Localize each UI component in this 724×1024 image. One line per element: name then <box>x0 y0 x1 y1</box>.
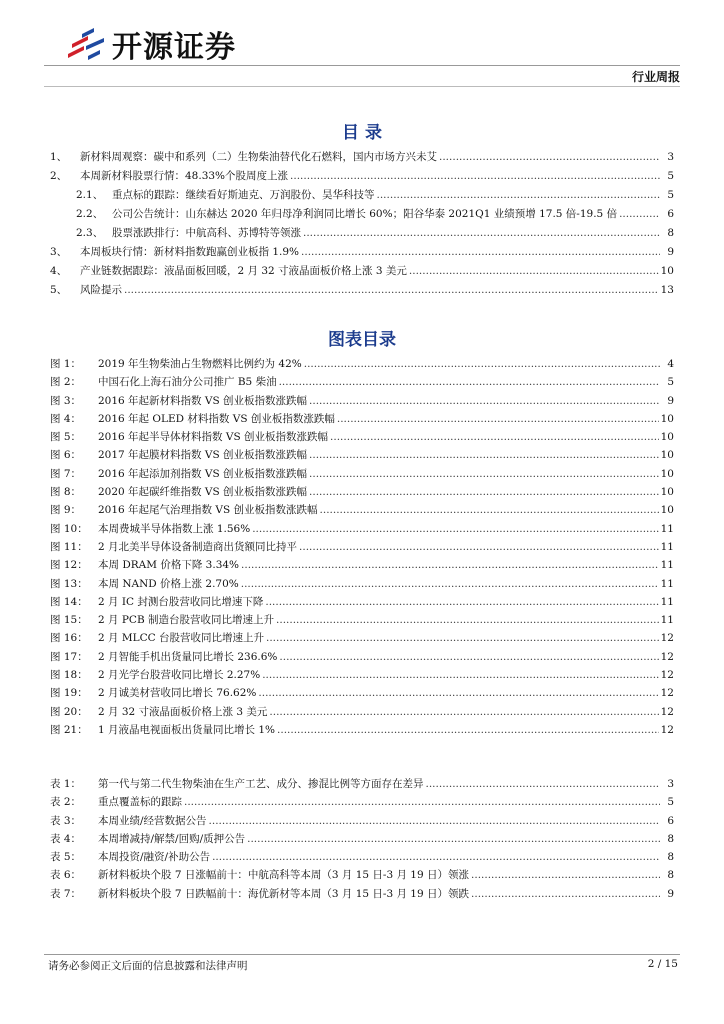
entry-title: 新材料板块个股 7 日跌幅前十：海优新材等本周（3 月 15 日-3 月 19 日）领跌 <box>98 887 470 900</box>
entry-page: 9 <box>667 246 674 258</box>
entry-page: 12 <box>660 705 674 718</box>
entry-number: 图 21： <box>50 723 88 736</box>
entry-title: 2019 年生物柴油占生物燃料比例约为 42% <box>98 358 302 370</box>
tables-list <box>50 775 674 903</box>
entry-page: 8 <box>667 227 674 239</box>
entry-page: 4 <box>667 358 674 370</box>
entry-number: 图 3： <box>50 394 82 407</box>
dot-leader <box>241 556 659 574</box>
dot-leader <box>209 812 660 830</box>
toc-entry[interactable] <box>50 848 674 866</box>
entry-title: 本周投资/融资/补助公告 <box>98 851 211 864</box>
entry-number: 1、 <box>50 151 68 163</box>
entry-title: 本周新材料股票行情：48.33%个股周度上涨 <box>80 170 289 182</box>
report-type: 行业周报 <box>631 70 680 84</box>
entry-page: 8 <box>667 832 674 845</box>
entry-title: 重点标的跟踪：继续看好斯迪克、万润股份、昊华科技等 <box>112 189 375 201</box>
entry-title: 2 月智能手机出货量同比增长 236.6% <box>98 650 278 663</box>
entry-number: 表 5： <box>50 851 82 864</box>
entry-page: 5 <box>667 796 674 809</box>
toc-entry[interactable] <box>50 520 674 538</box>
entry-number: 图 8： <box>50 486 82 499</box>
entry-number: 图 6： <box>50 449 82 462</box>
entry-number: 5、 <box>50 284 68 296</box>
entry-title: 股票涨跌排行：中航高科、苏博特等领涨 <box>112 227 301 239</box>
toc-list <box>50 148 674 300</box>
entry-title: 中国石化上海石油分公司推广 B5 柴油 <box>98 376 277 389</box>
entry-title: 本周 NAND 价格上涨 2.70% <box>98 577 239 590</box>
entry-title: 2017 年起膜材料指数 VS 创业板指数涨跌幅 <box>98 449 308 462</box>
toc-entry[interactable] <box>50 885 674 903</box>
dot-leader <box>279 648 658 666</box>
entry-number: 2.1、 <box>76 189 104 201</box>
entry-number: 图 17： <box>50 650 88 663</box>
dot-leader <box>619 205 660 224</box>
dot-leader <box>337 410 659 428</box>
entry-page: 9 <box>667 887 674 900</box>
entry-title: 2016 年起半导体材料指数 VS 创业板指数涨跌幅 <box>98 431 329 444</box>
entry-page: 6 <box>667 208 674 220</box>
entry-page: 6 <box>667 814 674 827</box>
entry-page: 11 <box>660 577 674 590</box>
brand-name: 开源证券 <box>112 30 236 65</box>
dot-leader <box>265 593 658 611</box>
dot-leader <box>277 721 659 739</box>
footer-rule <box>44 954 680 955</box>
figures-title: 图表目录 <box>328 330 396 350</box>
toc-entry[interactable] <box>50 611 674 629</box>
entry-title: 2016 年起 OLED 材料指数 VS 创业板指数涨跌幅 <box>98 412 335 425</box>
entry-title: 2 月 32 寸液晶面板价格上涨 3 美元 <box>98 705 268 718</box>
entry-page: 10 <box>660 467 674 480</box>
dot-leader <box>309 392 660 410</box>
entry-page: 10 <box>660 412 674 425</box>
entry-title: 本周费城半导体指数上涨 1.56% <box>98 522 251 535</box>
entry-title: 新材料周观察：碳中和系列（二）生物柴油替代化石燃料，国内市场方兴未艾 <box>80 151 437 163</box>
entry-number: 表 1： <box>50 778 82 790</box>
entry-number: 图 9： <box>50 504 82 517</box>
entry-number: 表 7： <box>50 887 82 900</box>
toc-entry[interactable] <box>50 593 674 611</box>
entry-title: 重点覆盖标的跟踪 <box>98 796 182 809</box>
page-header <box>44 14 680 76</box>
entry-number: 图 13： <box>50 577 88 590</box>
entry-page: 11 <box>660 540 674 553</box>
entry-number: 图 20： <box>50 705 88 718</box>
dot-leader <box>247 830 660 848</box>
dot-leader <box>301 243 660 262</box>
toc-entry[interactable] <box>50 148 674 167</box>
entry-number: 2.3、 <box>76 227 104 239</box>
entry-title: 产业链数据跟踪：液晶面板回暖，2 月 32 寸液晶面板价格上涨 3 美元 <box>80 265 407 277</box>
entry-number: 图 18： <box>50 669 88 682</box>
entry-page: 10 <box>660 431 674 444</box>
entry-title: 1 月液晶电视面板出货量同比增长 1% <box>98 723 276 736</box>
entry-title: 本周增减持/解禁/回购/质押公告 <box>98 832 246 845</box>
dot-leader <box>124 281 659 300</box>
dot-leader <box>330 428 659 446</box>
toc-entry[interactable] <box>50 556 674 574</box>
dot-leader <box>266 629 659 647</box>
dot-leader <box>426 775 661 793</box>
dot-leader <box>279 373 660 391</box>
toc-entry[interactable] <box>50 575 674 593</box>
entry-number: 图 5： <box>50 431 82 444</box>
toc-entry[interactable] <box>50 355 674 373</box>
entry-page: 11 <box>660 595 674 608</box>
toc-entry[interactable] <box>50 793 674 811</box>
entry-page: 12 <box>660 723 674 736</box>
dot-leader <box>276 611 659 629</box>
header-rule-2 <box>44 86 680 87</box>
entry-page: 8 <box>667 851 674 864</box>
toc-entry[interactable] <box>50 281 674 300</box>
entry-page: 11 <box>660 614 674 627</box>
entry-number: 3、 <box>50 246 68 258</box>
entry-number: 表 4： <box>50 832 82 845</box>
dot-leader <box>269 703 658 721</box>
entry-page: 10 <box>660 504 674 517</box>
entry-title: 风险提示 <box>80 284 122 296</box>
dot-leader <box>309 465 659 483</box>
toc-entry[interactable] <box>50 224 674 243</box>
entry-title: 本周业绩/经营数据公告 <box>98 814 207 827</box>
dot-leader <box>309 446 659 464</box>
toc-entry[interactable] <box>50 243 674 262</box>
entry-page: 5 <box>667 376 674 389</box>
dot-leader <box>309 483 659 501</box>
toc-entry[interactable] <box>50 866 674 884</box>
dot-leader <box>439 148 660 167</box>
entry-title: 2016 年起尾气治理指数 VS 创业板指数涨跌幅 <box>98 504 318 517</box>
toc-entry[interactable] <box>50 775 674 793</box>
dot-leader <box>262 666 658 684</box>
dot-leader <box>184 793 660 811</box>
brand-logo <box>64 22 236 66</box>
entry-page: 10 <box>660 449 674 462</box>
dot-leader <box>377 186 661 205</box>
entry-number: 4、 <box>50 265 68 277</box>
dot-leader <box>409 262 659 281</box>
dot-leader <box>471 885 660 903</box>
toc-title: 目 录 <box>342 123 382 143</box>
entry-title: 第一代与第二代生物柴油在生产工艺、成分、掺混比例等方面存在差异 <box>98 778 424 790</box>
entry-page: 12 <box>660 669 674 682</box>
entry-page: 9 <box>667 394 674 407</box>
entry-number: 图 7： <box>50 467 82 480</box>
toc-entry[interactable] <box>50 392 674 410</box>
header-rule <box>44 65 680 66</box>
toc-entry[interactable] <box>50 205 674 224</box>
brand-mark-icon <box>64 24 108 64</box>
entry-page: 3 <box>667 778 674 790</box>
toc-entry[interactable] <box>50 648 674 666</box>
dot-leader <box>304 355 660 373</box>
entry-number: 图 11： <box>50 540 88 553</box>
toc-entry[interactable] <box>50 186 674 205</box>
entry-number: 图 14： <box>50 595 88 608</box>
entry-number: 表 6： <box>50 869 82 882</box>
toc-entry[interactable] <box>50 830 674 848</box>
entry-number: 2、 <box>50 170 68 182</box>
entry-title: 2 月 PCB 制造台股营收同比增速上升 <box>98 614 275 627</box>
dot-leader <box>241 575 659 593</box>
toc-entry[interactable] <box>50 538 674 556</box>
entry-title: 新材料板块个股 7 日涨幅前十：中航高科等本周（3 月 15 日-3 月 19 日）领涨 <box>98 869 470 882</box>
entry-page: 11 <box>660 522 674 535</box>
entry-title: 2020 年起碳纤维指数 VS 创业板指数涨跌幅 <box>98 486 308 499</box>
entry-page: 12 <box>660 687 674 700</box>
entry-title: 2 月北美半导体设备制造商出货额同比持平 <box>98 540 298 553</box>
page-number: 2 / 15 <box>647 958 678 970</box>
toc-entry[interactable] <box>50 262 674 281</box>
entry-page: 11 <box>660 559 674 572</box>
toc-entry[interactable] <box>50 703 674 721</box>
entry-number: 表 3： <box>50 814 82 827</box>
entry-title: 2 月诚美材营收同比增长 76.62% <box>98 687 257 700</box>
dot-leader <box>299 538 659 556</box>
dot-leader <box>258 684 658 702</box>
entry-number: 图 16： <box>50 632 88 645</box>
toc-entry[interactable] <box>50 428 674 446</box>
footer-disclaimer: 请务必参阅正文后面的信息披露和法律声明 <box>48 960 248 972</box>
entry-number: 图 12： <box>50 559 88 572</box>
entry-number: 图 1： <box>50 358 82 370</box>
entry-page: 5 <box>667 189 674 201</box>
toc-entry[interactable] <box>50 465 674 483</box>
entry-title: 本周板块行情：新材料指数跑赢创业板指 1.9% <box>80 246 300 258</box>
entry-page: 12 <box>660 650 674 663</box>
entry-title: 本周 DRAM 价格下降 3.34% <box>98 559 240 572</box>
entry-title: 2016 年起新材料指数 VS 创业板指数涨跌幅 <box>98 394 308 407</box>
entry-title: 2 月光学台股营收同比增长 2.27% <box>98 669 261 682</box>
toc-entry[interactable] <box>50 684 674 702</box>
entry-number: 表 2： <box>50 796 82 809</box>
toc-entry[interactable] <box>50 501 674 519</box>
toc-entry[interactable] <box>50 167 674 186</box>
toc-entry[interactable] <box>50 812 674 830</box>
entry-page: 5 <box>667 170 674 182</box>
dot-leader <box>290 167 660 186</box>
toc-entry[interactable] <box>50 410 674 428</box>
entry-number: 图 19： <box>50 687 88 700</box>
dot-leader <box>212 848 660 866</box>
entry-title: 2 月 IC 封测台股营收同比增速下降 <box>98 595 264 608</box>
entry-page: 10 <box>660 265 674 277</box>
dot-leader <box>320 501 659 519</box>
figures-list <box>50 355 674 739</box>
entry-page: 3 <box>667 151 674 163</box>
entry-page: 13 <box>660 284 674 296</box>
entry-page: 8 <box>667 869 674 882</box>
entry-page: 10 <box>660 486 674 499</box>
entry-number: 图 2： <box>50 376 82 389</box>
entry-title: 2016 年起添加剂指数 VS 创业板指数涨跌幅 <box>98 467 308 480</box>
entry-title: 公司公告统计：山东赫达 2020 年归母净利润同比增长 60%；阳谷华泰 2021Q1 业绩预增 17.5 倍-19.5 倍 <box>112 208 618 220</box>
toc-entry[interactable] <box>50 373 674 391</box>
entry-number: 图 10： <box>50 522 88 535</box>
dot-leader <box>303 224 660 243</box>
toc-entry[interactable] <box>50 629 674 647</box>
toc-entry[interactable] <box>50 666 674 684</box>
toc-entry[interactable] <box>50 483 674 501</box>
dot-leader <box>471 866 660 884</box>
entry-number: 2.2、 <box>76 208 104 220</box>
entry-number: 图 15： <box>50 614 88 627</box>
entry-title: 2 月 MLCC 台股营收同比增速上升 <box>98 632 264 645</box>
dot-leader <box>252 520 658 538</box>
entry-number: 图 4： <box>50 412 82 425</box>
toc-entry[interactable] <box>50 446 674 464</box>
toc-entry[interactable] <box>50 721 674 739</box>
entry-page: 12 <box>660 632 674 645</box>
